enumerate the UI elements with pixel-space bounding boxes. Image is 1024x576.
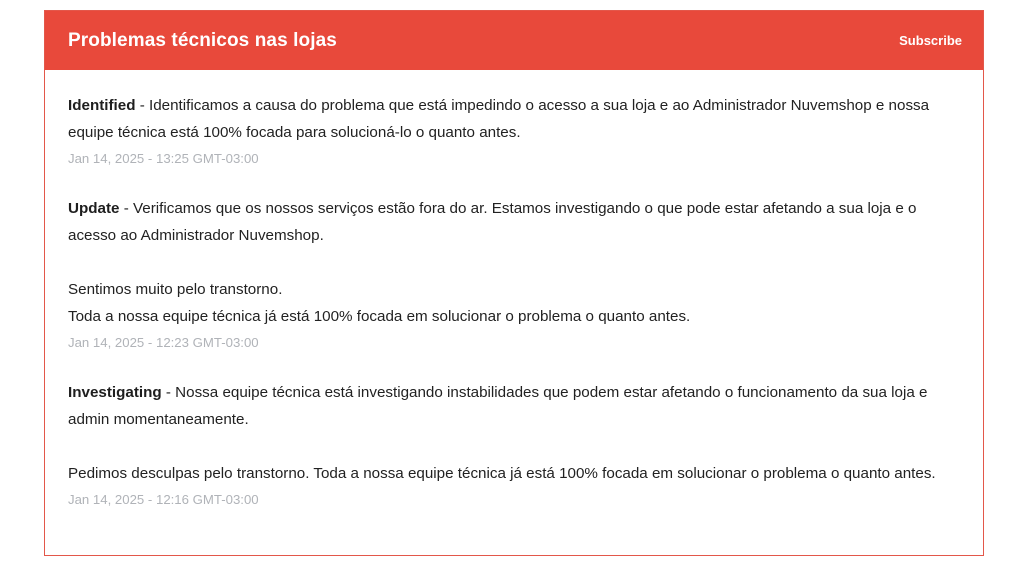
subscribe-button[interactable]: Subscribe <box>899 33 962 48</box>
update-text: Identificamos a causa do problema que está impedindo o acesso a sua loja e ao Administrador Nuvemshop e nossa equipe técnica está 100% focada para solucioná-lo o quanto antes. <box>68 97 930 141</box>
update-paragraph <box>68 195 960 249</box>
incident-title: Problemas técnicos nas lojas <box>68 29 337 51</box>
incident-header <box>45 11 983 70</box>
update-body <box>68 379 960 487</box>
status-separator: - <box>161 384 176 401</box>
update-text: Toda a nossa equipe técnica já está 100% focada em solucionar o problema o quanto antes. <box>68 308 691 325</box>
update-paragraph <box>68 379 960 433</box>
update-text: Sentimos muito pelo transtorno. <box>68 281 283 298</box>
status-separator: - <box>119 200 133 217</box>
update-body <box>68 195 960 330</box>
update-timestamp: Jan 14, 2025 - 12:23 GMT-03:00 <box>68 335 259 350</box>
update-timestamp: Jan 14, 2025 - 13:25 GMT-03:00 <box>68 151 259 166</box>
update-timestamp: Jan 14, 2025 - 12:16 GMT-03:00 <box>68 492 259 507</box>
update-status: Investigating <box>68 384 162 401</box>
update-text: Nossa equipe técnica está investigando instabilidades que podem estar afetando o funcionamento da sua loja e admin momentaneamente. <box>68 384 928 428</box>
update-status: Update <box>68 200 120 217</box>
update-text: Verificamos que os nossos serviços estão fora do ar. Estamos investigando o que pode estar afetando a sua loja e o acesso ao Administrador Nuvemshop. <box>68 200 917 244</box>
incident-update <box>68 195 960 352</box>
incident-card <box>44 10 984 556</box>
status-separator: - <box>135 97 149 114</box>
update-text: Pedimos desculpas pelo transtorno. Toda a nossa equipe técnica já está 100% focada em solucionar o problema o quanto antes. <box>68 465 936 482</box>
update-paragraph <box>68 276 960 330</box>
incident-updates <box>45 70 983 509</box>
incident-update <box>68 92 960 168</box>
update-status: Identified <box>68 97 136 114</box>
update-paragraph <box>68 92 960 146</box>
update-paragraph <box>68 460 960 487</box>
incident-update <box>68 379 960 509</box>
update-body <box>68 92 960 146</box>
